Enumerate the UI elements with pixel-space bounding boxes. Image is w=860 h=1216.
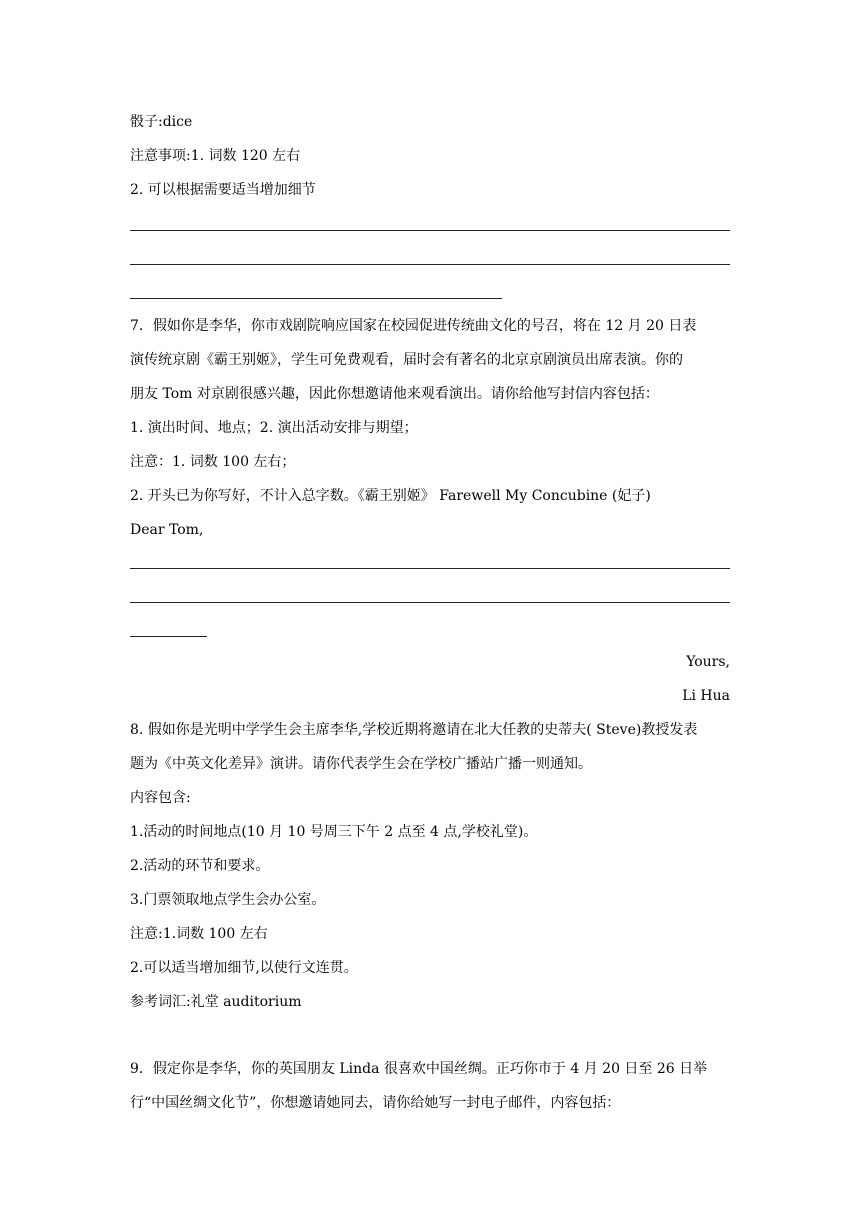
question-8-item: 2.活动的环节和要求。 (130, 858, 270, 874)
question-9-text: 9．假定你是李华，你的英国朋友 Linda 很喜欢中国丝绸。正巧你市于 4 月 20 日至 26 日举 (130, 1061, 708, 1077)
question-8-content-label: 内容包含: (130, 790, 191, 806)
answer-line (130, 636, 207, 637)
answer-line (130, 230, 730, 231)
answer-line (130, 602, 730, 603)
question-8-vocab: 参考词汇:礼堂 auditorium (130, 994, 302, 1010)
question-7-note: 2. 开头已为你写好，不计入总字数。《霸王别姬》 Farewell My Concubine (妃子) (130, 488, 651, 504)
question-7-text: 7．假如你是李华，你市戏剧院响应国家在校园促进传统曲文化的号召，将在 12 月 20 日表 (130, 318, 697, 334)
question-7-text: 朋友 Tom 对京剧很感兴趣，因此你想邀请他来观看演出。请你给他写封信内容包括： (130, 386, 659, 402)
question-7-note: 注意：1. 词数 100 左右； (130, 454, 296, 470)
question-9-text: 行“中国丝绸文化节”，你想邀请她同去，请你给她写一封电子邮件，内容包括： (130, 1095, 621, 1111)
question-7-points: 1. 演出时间、地点；2. 演出活动安排与期望； (130, 420, 418, 436)
answer-line (130, 568, 730, 569)
vocab-line: 骰子:dice (130, 114, 193, 130)
question-8-text: 8. 假如你是光明中学学生会主席李华,学校近期将邀请在北大任教的史蒂夫( Steve)教授发表 (130, 722, 698, 738)
question-8-text: 题为《中英文化差异》演讲。请你代表学生会在学校广播站广播一则通知。 (130, 756, 592, 772)
question-8-item: 1.活动的时间地点(10 月 10 号周三下午 2 点至 4 点,学校礼堂)。 (130, 824, 538, 840)
letter-signature: Li Hua (682, 688, 730, 704)
note-line: 注意事项:1. 词数 120 左右 (130, 148, 301, 164)
question-8-note: 2.可以适当增加细节,以使行文连贯。 (130, 960, 358, 976)
note-line: 2. 可以根据需要适当增加细节 (130, 182, 316, 198)
answer-line (130, 298, 502, 299)
question-8-note: 注意:1.词数 100 左右 (130, 926, 268, 942)
letter-closing: Yours, (686, 654, 730, 670)
question-8-item: 3.门票领取地点学生会办公室。 (130, 892, 326, 908)
question-7-text: 演传统京剧《霸王别姬》，学生可免费观看，届时会有著名的北京京剧演员出席表演。你的 (130, 352, 683, 368)
answer-line (130, 264, 730, 265)
letter-salutation: Dear Tom, (130, 522, 204, 538)
